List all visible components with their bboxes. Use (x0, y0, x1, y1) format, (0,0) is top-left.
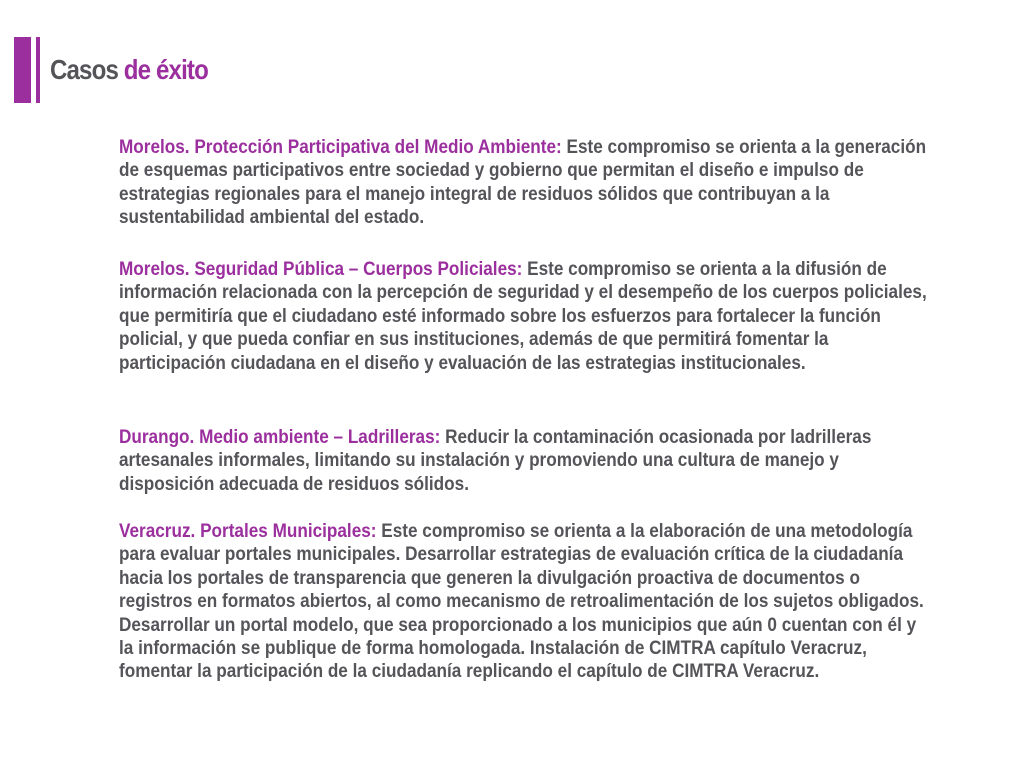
case-heading: Morelos. Protección Participativa del Medio Ambiente: (119, 136, 562, 158)
case-heading: Morelos. Seguridad Pública – Cuerpos Policiales: (119, 258, 523, 280)
slide-title-part2: de éxito (123, 54, 208, 85)
slide-title (50, 56, 208, 84)
accent-bar-thick (14, 37, 31, 103)
case-heading: Veracruz. Portales Municipales: (119, 520, 377, 542)
case-paragraph-morelos-medio-ambiente (119, 136, 929, 230)
slide-title-part1: Casos (50, 54, 124, 85)
case-body: Reducir la contaminación ocasionada por ladrilleras artesanales informales, limitando su instalación y promoviendo una cultura de manejo y disposición adecuada de residuos sólidos. (119, 426, 872, 495)
case-paragraph-veracruz-portales (119, 520, 929, 684)
case-paragraph-morelos-seguridad (119, 258, 929, 375)
case-body: Este compromiso se orienta a la generación de esquemas participativos entre sociedad y gobierno que permitan el diseño e impulso de estrategias regionales para el manejo integral de residuos sólidos que contribuyan a la sustentabilidad ambiental del estado. (119, 136, 927, 229)
case-paragraph-durango-ladrilleras (119, 426, 929, 496)
case-heading: Durango. Medio ambiente – Ladrilleras: (119, 426, 441, 448)
slide-header (14, 37, 234, 103)
accent-bar-thin (36, 37, 40, 103)
case-body: Este compromiso se orienta a la difusión de información relacionada con la percepción de seguridad y el desempeño de los cuerpos policiales, que permitiría que el ciudadano esté informado sobre los esfuerzos para fortalecer la función policial, y que pueda confiar en sus instituciones, además de que permitirá fomentar la participación ciudadana en el diseño y evaluación de las estrategias institucionales. (119, 258, 927, 374)
case-body: Este compromiso se orienta a la elaboración de una metodología para evaluar portales municipales. Desarrollar estrategias de evaluación crítica de la ciudadanía hacia los portales de transparencia que generen la divulgación proactiva de documentos o registros en formatos abiertos, al como mecanismo de retroalimentación de los sujetos obligados. Desarrollar un portal modelo, que sea proporcionado a los municipios que aún 0 cuentan con él y la información se publique de forma homologada. Instalación de CIMTRA capítulo Veracruz, fomentar la participación de la ciudadanía replicando el capítulo de CIMTRA Veracruz. (119, 520, 924, 683)
